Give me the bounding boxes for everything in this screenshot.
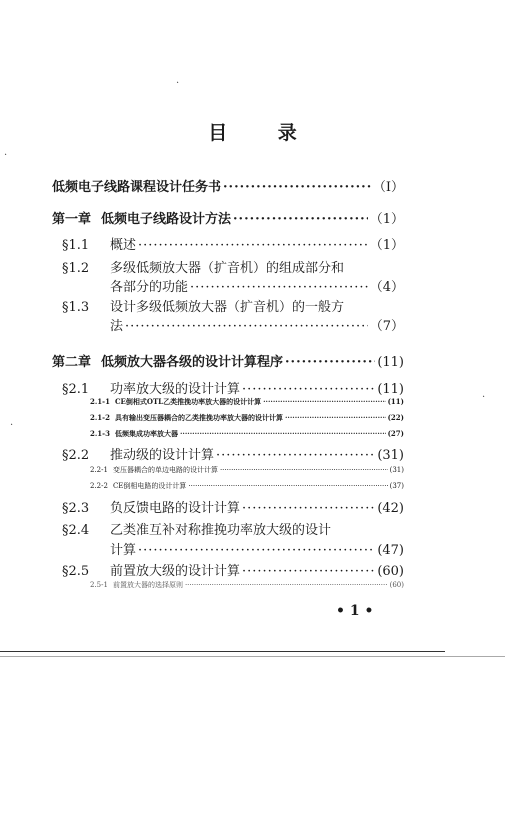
toc-entry-title-cont: 法 — [110, 319, 124, 334]
toc-entry-2-1[interactable] — [62, 378, 404, 397]
toc-entry-page: （7） — [369, 319, 404, 334]
scan-speck: · — [10, 420, 14, 431]
toc-entry-title: 推动级的设计计算 — [110, 448, 215, 463]
dot-leader — [242, 564, 375, 579]
dot-leader — [138, 543, 375, 558]
toc-entry-title: 乙类准互补对称推挽功率放大级的设计 — [110, 523, 332, 538]
dot-leader — [242, 501, 375, 516]
toc-entry-page: (22) — [387, 413, 404, 422]
toc-entry-1-3[interactable] — [62, 296, 404, 315]
toc-entry-page: (37) — [389, 482, 404, 490]
toc-entry-page: （1） — [369, 212, 404, 227]
toc-entry-number: §1.2 — [62, 261, 90, 276]
toc-entry-2-3[interactable] — [62, 497, 404, 516]
dot-leader — [263, 397, 386, 406]
toc-entry-title: 负反馈电路的设计计算 — [110, 501, 241, 516]
toc-entry-2-5[interactable] — [62, 560, 404, 579]
dot-leader — [233, 212, 368, 227]
toc-entry-chapter-1[interactable] — [52, 208, 404, 227]
toc-entry-2-4[interactable] — [62, 519, 404, 538]
toc-entry-title: 低频电子线路设计方法 — [101, 212, 232, 227]
toc-entry-page: （1） — [369, 238, 404, 253]
toc-entry-page: (11) — [387, 397, 404, 406]
toc-entry-task-book[interactable] — [52, 176, 404, 195]
scan-speck: · — [176, 78, 180, 89]
toc-entry-title: 低频电子线路课程设计任务书 — [52, 180, 222, 195]
toc-entry-number: §2.3 — [62, 501, 90, 516]
page-number: • 1 • — [336, 603, 374, 619]
toc-entry-number: 2.2-2 — [90, 482, 108, 490]
scan-speck: · — [482, 392, 486, 403]
dot-leader — [190, 280, 368, 295]
toc-entry-title: 低频集成功率放大器 — [114, 429, 178, 438]
toc-entry-number: 2.1-1 — [90, 397, 110, 406]
toc-entry-number: §1.1 — [62, 238, 90, 253]
toc-entry-page: (47) — [377, 543, 404, 558]
dot-leader — [180, 429, 386, 438]
toc-entry-title: 变压器耦合的单边电路的设计计算 — [112, 466, 218, 474]
toc-entry-number: 2.1-2 — [90, 413, 110, 422]
toc-entry-page: （4） — [369, 280, 404, 295]
toc-entry-page: (31) — [389, 466, 404, 474]
dot-leader — [125, 319, 368, 334]
dot-leader — [188, 482, 387, 490]
toc-entry-page: (60) — [377, 564, 404, 579]
toc-entry-title: 设计多级低频放大器（扩音机）的一般方 — [110, 300, 345, 315]
toc-entry-title: 前置放大器的选择原则 — [112, 581, 183, 589]
toc-entry-chapter-2[interactable] — [52, 351, 404, 370]
toc-entry-2-1-2[interactable] — [90, 413, 404, 423]
dot-leader — [220, 466, 388, 474]
toc-entry-2-5-1[interactable] — [90, 580, 404, 590]
toc-entry-page: (60) — [389, 581, 404, 589]
toc-entry-title: CE倒相式OTL乙类推挽功率放大器的设计计算 — [114, 397, 262, 406]
toc-entry-title: 低频放大器各级的设计计算程序 — [101, 355, 284, 370]
toc-entry-page: (11) — [377, 382, 404, 397]
toc-entry-1-1[interactable] — [62, 234, 404, 253]
toc-entry-title: 概述 — [110, 238, 137, 253]
toc-entry-title: 前置放大级的设计计算 — [110, 564, 241, 579]
toc-entry-2-1-3[interactable] — [90, 429, 404, 439]
scan-speck: · — [4, 150, 8, 161]
toc-entry-2-4-cont — [110, 539, 404, 558]
toc-entry-number: 2.2-1 — [90, 466, 108, 474]
toc-entry-page: (11) — [377, 355, 404, 370]
toc-entry-number: §2.5 — [62, 564, 90, 579]
toc-entry-1-2[interactable] — [62, 257, 404, 276]
page-bottom-rule — [0, 651, 445, 652]
dot-leader — [223, 180, 371, 195]
toc-entry-page: （Ⅰ） — [372, 180, 404, 195]
toc-entry-title-cont: 计算 — [110, 543, 137, 558]
dot-leader — [216, 448, 375, 463]
toc-entry-number: 2.5-1 — [90, 581, 108, 589]
toc-entry-1-3-cont — [110, 315, 404, 334]
toc-entry-number: §2.2 — [62, 448, 90, 463]
toc-entry-number: §2.4 — [62, 523, 90, 538]
dot-leader — [285, 413, 386, 422]
toc-entry-page: (27) — [387, 429, 404, 438]
toc-entry-page: (42) — [377, 501, 404, 516]
toc-entry-number: 第一章 — [52, 212, 92, 227]
toc-entry-2-1-1[interactable] — [90, 397, 404, 407]
page-bottom-rule-secondary — [0, 656, 505, 657]
toc-entry-title-cont: 各部分的功能 — [110, 280, 189, 295]
toc-entry-title: 功率放大级的设计计算 — [110, 382, 241, 397]
toc-entry-2-2[interactable] — [62, 444, 404, 463]
toc-entry-number: §1.3 — [62, 300, 90, 315]
page-title: 目 录 — [208, 122, 319, 144]
toc-entry-title: CE倒相电路的设计计算 — [112, 482, 187, 490]
toc-entry-page: (31) — [377, 448, 404, 463]
dot-leader — [242, 382, 375, 397]
toc-entry-title: 具有输出变压器耦合的乙类推挽功率放大器的设计计算 — [114, 413, 283, 422]
toc-entry-2-2-2[interactable] — [90, 481, 404, 491]
dot-leader — [138, 238, 368, 253]
dot-leader — [285, 355, 375, 370]
toc-entry-2-2-1[interactable] — [90, 465, 404, 475]
toc-entry-number: 第二章 — [52, 355, 92, 370]
dot-leader — [185, 581, 388, 589]
toc-entry-title: 多级低频放大器（扩音机）的组成部分和 — [110, 261, 345, 276]
toc-entry-number: §2.1 — [62, 382, 90, 397]
toc-entry-1-2-cont — [110, 276, 404, 295]
toc-entry-number: 2.1-3 — [90, 429, 110, 438]
